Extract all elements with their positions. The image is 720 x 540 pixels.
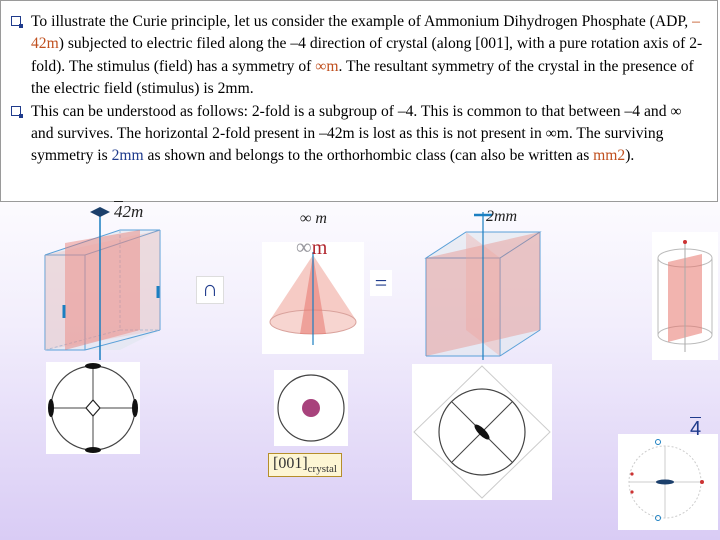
crystal-subscript: crystal xyxy=(307,463,337,476)
equals-operator: = xyxy=(370,270,392,296)
p2-text-a: This can be understood as follows: 2-fold is a subgroup of –4. This is common to that between –4 and ∞ and survives. The horizontal 2-fold present in –42m is lost as this is not present in ∞m. The surviving symmetry is xyxy=(31,102,682,165)
p1-highlight-42m: –42m xyxy=(31,13,700,53)
label-001-crystal xyxy=(268,453,342,477)
label-2mm-symmetry: 2mm xyxy=(486,208,518,225)
stereogram-inf-m xyxy=(278,375,344,441)
label-42m-symmetry xyxy=(114,202,143,222)
crystal-direction: [001] xyxy=(273,455,308,472)
intersection-operator: ∩ xyxy=(196,276,224,304)
crystal-2mm-diagram xyxy=(426,212,540,360)
crystal-42m-diagram xyxy=(45,207,160,360)
label-42m-rest: 2m xyxy=(122,202,144,221)
p1-text-a: To illustrate the Curie principle, let us consider the example of Ammonium Dihydrogen Phosphate (ADP, xyxy=(31,13,693,30)
p1-text-c: . The resultant symmetry of the crystal in the presence of the electric field (stimulus) is 2mm. xyxy=(31,57,694,98)
p1-highlight-inf-m: ∞m xyxy=(315,57,339,75)
p1-text-b: ) subjected to electric filed along the –4 direction of crystal (along [001], with a pure rotation axis of 2-fold). The stimulus (field) has a symmetry of xyxy=(31,35,703,75)
p2-highlight-2mm: 2mm xyxy=(111,147,144,165)
label-4bar-text: 4 xyxy=(690,418,702,440)
p2-highlight-mm2: mm2 xyxy=(593,147,626,165)
p2-text-c: ). xyxy=(625,147,635,165)
cone-m-symbol: m xyxy=(311,237,328,259)
label-4bar xyxy=(690,418,701,441)
label-cone-inf-m xyxy=(296,234,327,260)
p2-text-b: as shown and belongs to the orthorhombic class (can also be written as xyxy=(143,147,594,165)
label-42m-bar: 4 xyxy=(114,202,123,221)
cone-inf-symbol: ∞ xyxy=(296,234,312,259)
label-inf-m-symmetry: ∞ m xyxy=(300,210,327,227)
